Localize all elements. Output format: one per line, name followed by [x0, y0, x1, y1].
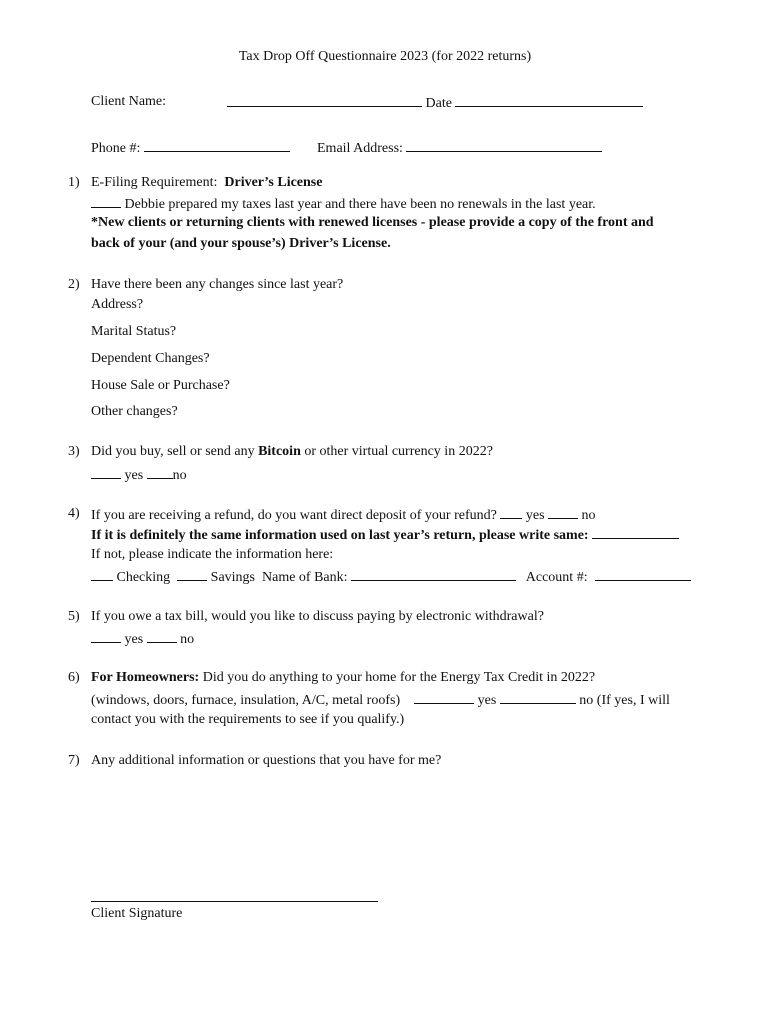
q2-question: Have there been any changes since last year? — [91, 277, 344, 292]
phone-label: Phone #: — [91, 141, 141, 156]
q3-yes-blank[interactable] — [91, 464, 121, 479]
q3-no: no — [172, 468, 187, 483]
client-name-label: Client Name: — [91, 94, 167, 109]
q6-yes-blank[interactable] — [414, 689, 474, 704]
q4-question: If you are receiving a refund, do you want direct deposit of your refund? — [91, 508, 497, 523]
client-name-field[interactable] — [227, 92, 422, 107]
q3-pre: Did you buy, sell or send any — [91, 444, 255, 459]
q4-checking-blank[interactable] — [91, 566, 113, 581]
q1-line2: *New clients or returning clients with renewed licenses - please provide a copy of the front and — [91, 215, 654, 230]
q4-account-label: Account #: — [525, 570, 588, 585]
q4-savings-blank[interactable] — [177, 566, 207, 581]
q5-yes-blank[interactable] — [91, 628, 121, 643]
q2-item-address: Address? — [91, 297, 144, 312]
q6-line2: (windows, doors, furnace, insulation, A/C, metal roofs) — [91, 693, 401, 708]
q5-number: 5) — [68, 609, 80, 624]
q4-bold-line: If it is definitely the same information used on last year’s return, please write same: — [91, 528, 589, 543]
q6-line3: contact you with the requirements to see if you qualify.) — [91, 712, 405, 727]
q6-question: Did you do anything to your home for the Energy Tax Credit in 2022? — [202, 670, 596, 685]
q2-item-house: House Sale or Purchase? — [91, 378, 230, 393]
q1-bold-label: Driver’s License — [224, 175, 323, 190]
q3-no-blank[interactable] — [147, 464, 173, 479]
q4-indicate: If not, please indicate the information here: — [91, 547, 334, 562]
q6-number: 6) — [68, 670, 80, 685]
q3-post: or other virtual currency in 2022? — [304, 444, 493, 459]
q4-checking: Checking — [116, 570, 171, 585]
q5-no: no — [180, 632, 195, 647]
q4-same-field[interactable] — [592, 524, 679, 539]
q2-item-other: Other changes? — [91, 404, 178, 419]
q4-number: 4) — [68, 506, 80, 521]
q3-number: 3) — [68, 444, 80, 459]
q6-bold: For Homeowners: — [91, 670, 200, 685]
q1-number: 1) — [68, 175, 80, 190]
q4-yes: yes — [525, 508, 545, 523]
q4-bank-label: Name of Bank: — [262, 570, 348, 585]
date-label: Date — [425, 96, 452, 111]
signature-line[interactable] — [91, 900, 378, 902]
q6-no-blank[interactable] — [500, 689, 576, 704]
q5-question: If you owe a tax bill, would you like to discuss paying by electronic withdrawal? — [91, 609, 544, 624]
q4-yes-blank[interactable] — [500, 504, 522, 519]
q4-no-blank[interactable] — [548, 504, 578, 519]
email-field[interactable] — [406, 137, 602, 152]
q5-yes: yes — [124, 632, 144, 647]
q2-number: 2) — [68, 277, 80, 292]
q3-bold: Bitcoin — [258, 444, 301, 459]
signature-label: Client Signature — [91, 906, 183, 921]
q4-bank-field[interactable] — [351, 566, 516, 581]
q5-no-blank[interactable] — [147, 628, 177, 643]
q6-yes: yes — [477, 693, 497, 708]
q2-item-marital: Marital Status? — [91, 324, 177, 339]
page-title: Tax Drop Off Questionnaire 2023 (for 2022 returns) — [238, 49, 532, 64]
q4-account-field[interactable] — [595, 566, 691, 581]
q1-line1: Debbie prepared my taxes last year and there have been no renewals in the last year. — [124, 197, 596, 212]
q1-label: E-Filing Requirement: — [91, 175, 218, 190]
phone-field[interactable] — [144, 137, 290, 152]
q4-savings: Savings — [210, 570, 255, 585]
date-field[interactable] — [455, 92, 643, 107]
q3-yes: yes — [124, 468, 144, 483]
q6-no: no (If yes, I will — [579, 693, 670, 708]
q2-item-dependent: Dependent Changes? — [91, 351, 210, 366]
q7-number: 7) — [68, 753, 80, 768]
q1-checkbox-blank[interactable] — [91, 193, 121, 208]
q4-no: no — [581, 508, 596, 523]
q1-line3: back of your (and your spouse’s) Driver’s License. — [91, 236, 391, 251]
q7-answer-area[interactable] — [91, 775, 691, 885]
q7-question: Any additional information or questions that you have for me? — [91, 753, 442, 768]
email-label: Email Address: — [317, 141, 403, 156]
